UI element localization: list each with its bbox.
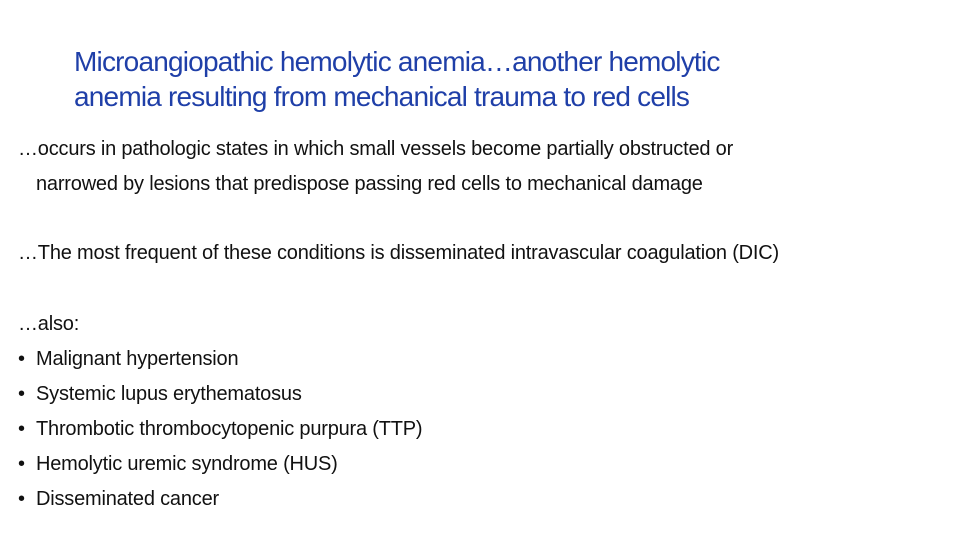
paragraph-most-frequent: …The most frequent of these conditions is disseminated intravascular coagulation (DIC) [18, 242, 779, 264]
list-item-label: Hemolytic uremic syndrome (HUS) [36, 453, 338, 475]
list-item-label: Systemic lupus erythematosus [36, 383, 302, 405]
bullet-icon: • [18, 348, 25, 370]
paragraph-occurs-line-1: …occurs in pathologic states in which small vessels become partially obstructed or [18, 138, 734, 160]
bullet-icon: • [18, 383, 25, 405]
bullet-icon: • [18, 488, 25, 510]
slide-title [74, 44, 934, 114]
bullet-icon: • [18, 418, 25, 440]
also-section [18, 307, 948, 517]
paragraph-occurs-line-2: narrowed by lesions that predispose passing red cells to mechanical damage [36, 173, 703, 195]
list-item [18, 447, 948, 482]
condition-list [18, 342, 948, 517]
list-item-label: Malignant hypertension [36, 348, 239, 370]
bullet-icon: • [18, 453, 25, 475]
slide-title-line-2: anemia resulting from mechanical trauma to red cells [74, 81, 690, 112]
paragraph-occurs [18, 132, 948, 202]
list-item [18, 342, 948, 377]
list-item-label: Thrombotic thrombocytopenic purpura (TTP) [36, 418, 423, 440]
slide-title-line-1: Microangiopathic hemolytic anemia…another hemolytic [74, 46, 720, 77]
list-item [18, 377, 948, 412]
list-item-label: Disseminated cancer [36, 488, 219, 510]
also-label: …also: [18, 313, 80, 335]
list-item [18, 482, 948, 517]
list-item [18, 412, 948, 447]
